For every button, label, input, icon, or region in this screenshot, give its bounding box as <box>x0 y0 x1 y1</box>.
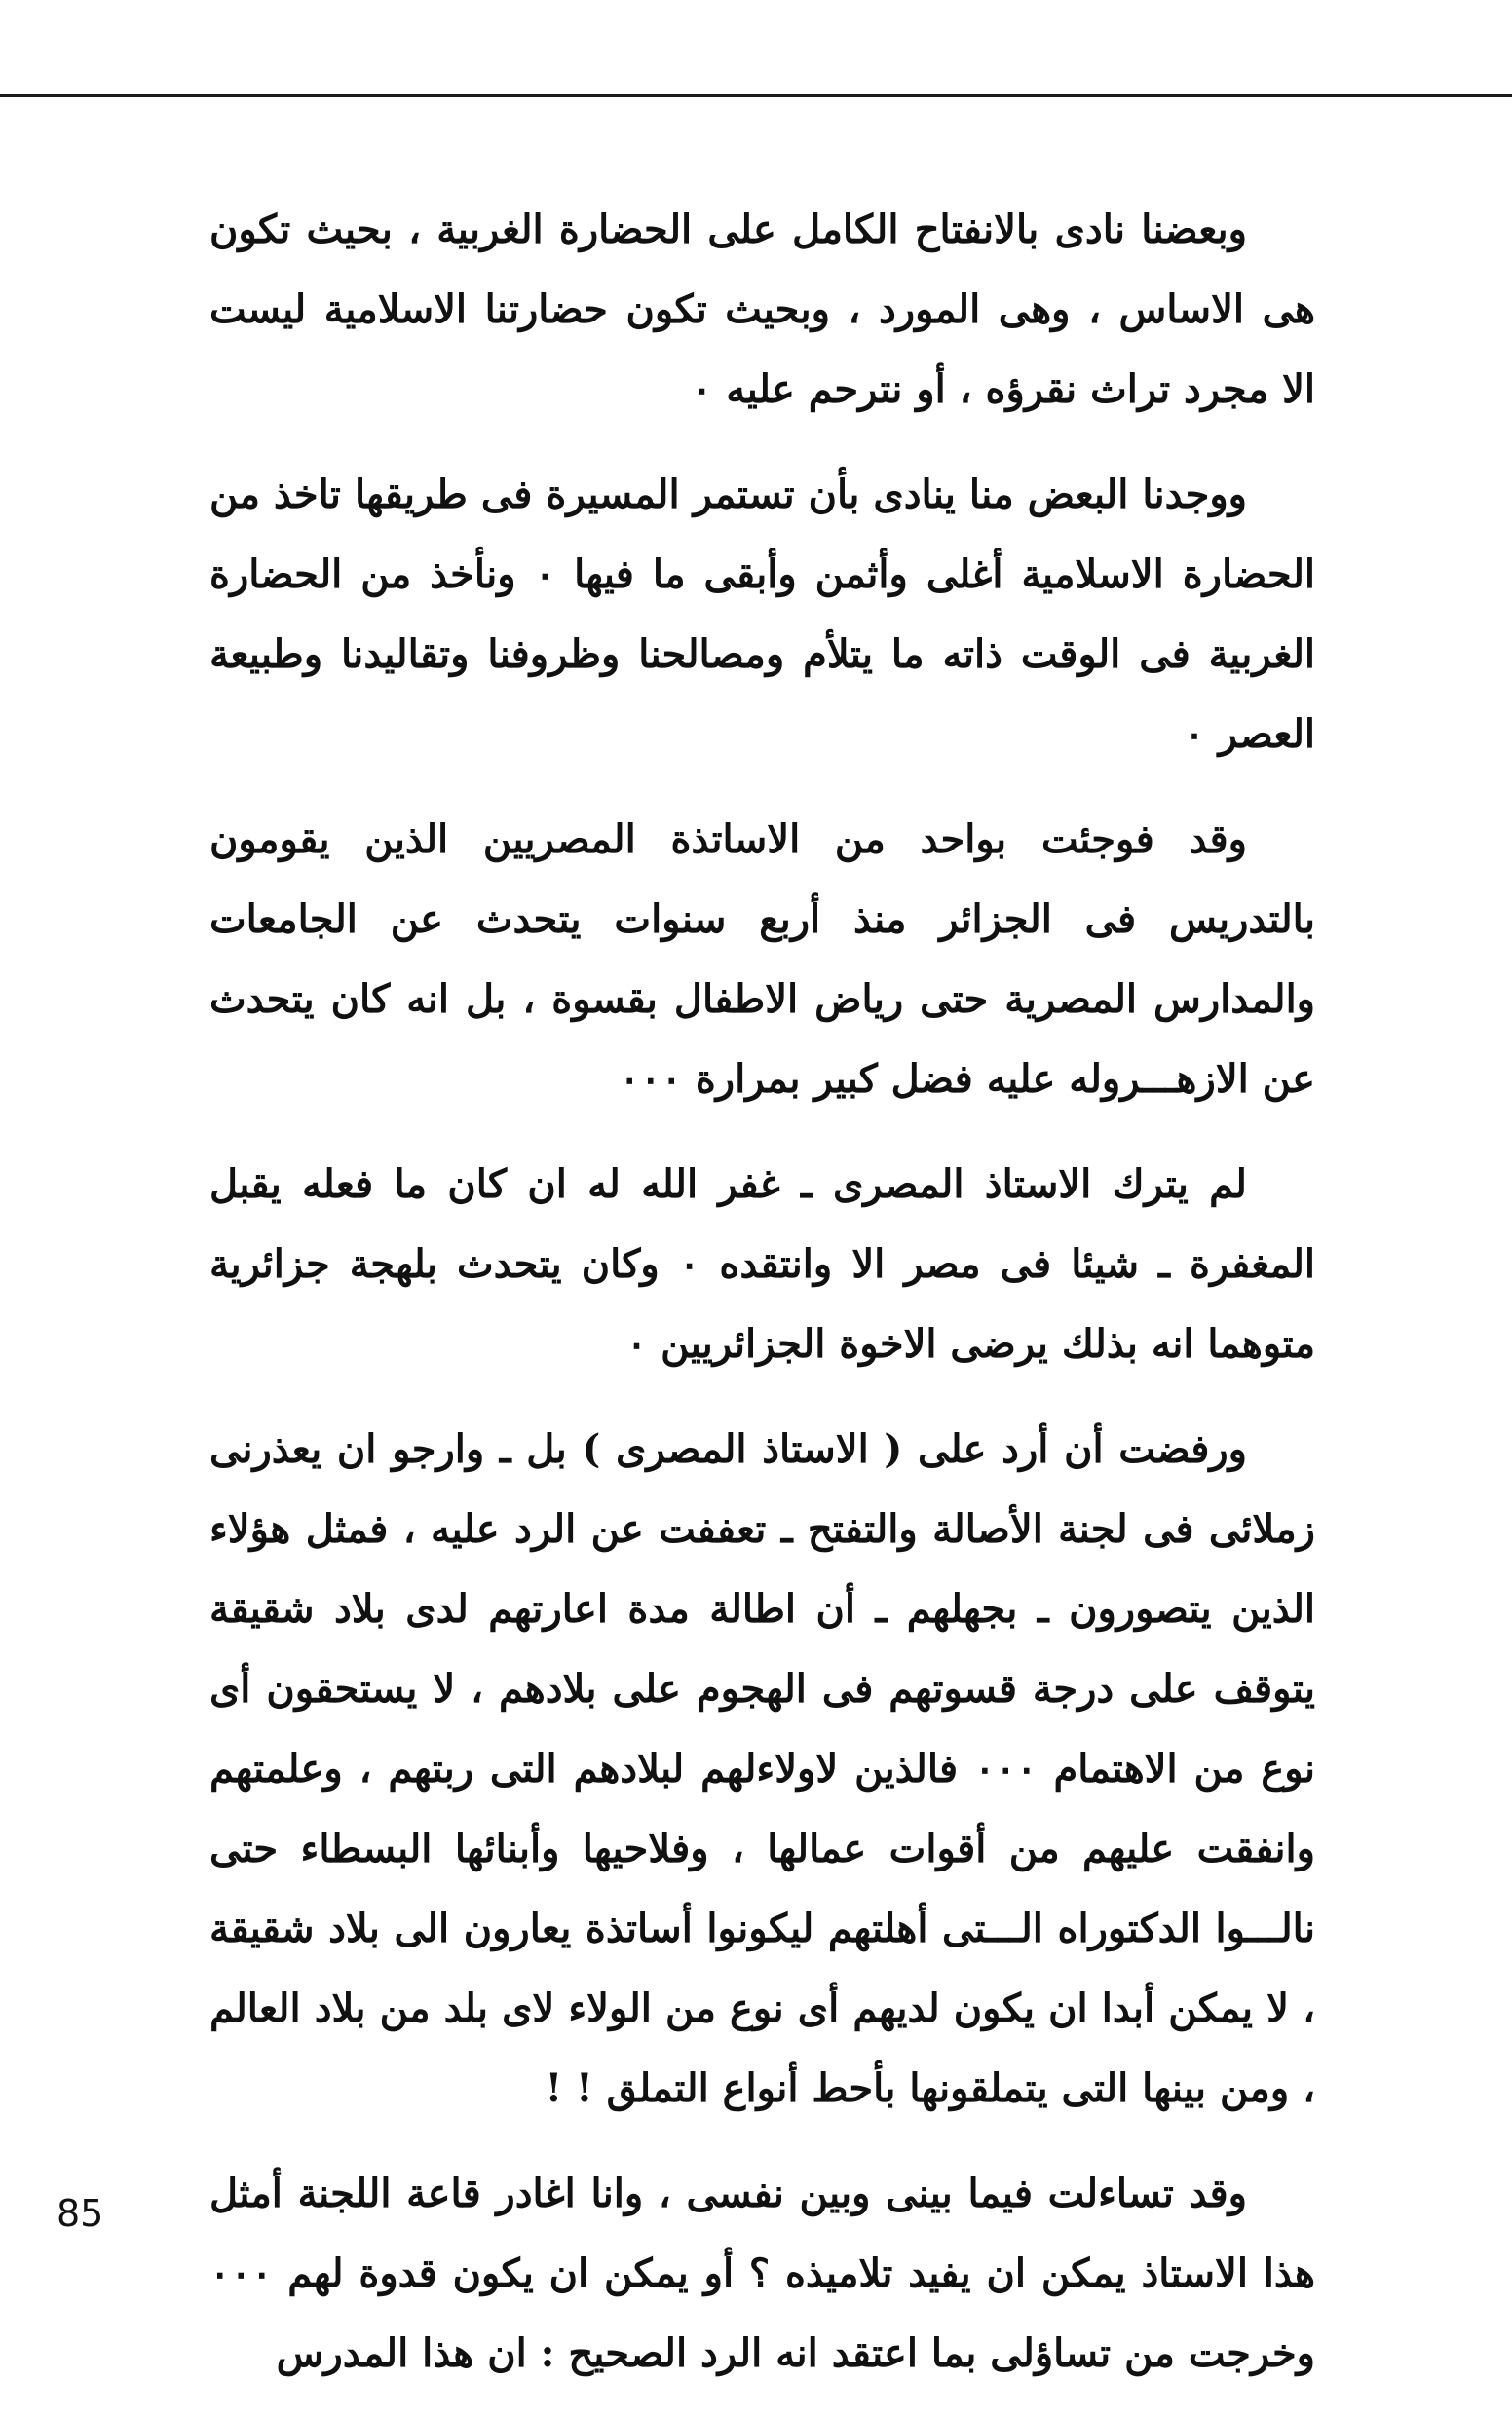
paragraph-4: لم يترك الاستاذ المصرى ـ غفر الله له ان كان ما فعله يقبل المغفرة ـ شيئا فى مصر الا وانتقده ٠ وكان يتحدث بلهجة جزائرية متوهما انه بذلك يرضى الاخوة الجزائريين ٠ <box>209 1161 1315 1367</box>
paragraph-1: وبعضنا نادى بالانفتاح الكامل على الحضارة الغربية ، بحيث تكون هى الاساس ، وهى المورد ، وبحيث تكون حضارتنا الاسلامية ليست الا مجرد تراث نقرؤه ، أو نترحم عليه ٠ <box>209 207 1315 412</box>
paragraph-5: ورفضت أن أرد على ( الاستاذ المصرى ) بل ـ وارجو ان يعذرنى زملائى فى لجنة الأصالة والتفتح ـ تعففت عن الرد عليه ، فمثل هؤلاء الذين يتصورون ـ بجهلهم ـ أن اطالة مدة اعارتهم لدى بلاد شقيقة يتوقف على درجة قسوتهم فى الهجوم على بلادهم ، لا يستحقون أى نوع من الاهتمام ٠٠٠ فالذين لاولاءلهم لبلادهم التى ربتهم ، وعلمتهم وانفقت عليهم من أقوات عمالها ، وفلاحيها وأبنائها البسطاء حتى نالـــوا الدكتوراه الـــتى أهلتهم ليكونوا أساتذة يعارون الى بلاد شقيقة ، لا يمكن أبدا ان يكون لديهم أى نوع من الولاء لاى بلد من بلاد العالم ، ومن بينها التى يتملقونها بأحط أنواع التملق ! ! <box>209 1426 1315 2111</box>
page-number: 85 <box>57 2192 104 2235</box>
paragraph-2: ووجدنا البعض منا ينادى بأن تستمر المسيرة فى طريقها تاخذ من الحضارة الاسلامية أغلى وأثمن وأبقى ما فيها ٠ ونأخذ من الحضارة الغربية فى الوقت ذاته ما يتلأم ومصالحنا وظروفنا وتقاليدنا وطبيعة العصر ٠ <box>209 472 1315 757</box>
header-rule <box>0 94 1512 97</box>
paragraph-6: وقد تساءلت فيما بينى وبين نفسى ، وانا اغادر قاعة اللجنة أمثل هذا الاستاذ يمكن ان يفيد تلاميذه ؟ أو يمكن ان يكون قدوة لهم ٠٠٠ وخرجت من تساؤلى بما اعتقد انه الرد الصحيح : ان هذا المدرس <box>209 2171 1315 2376</box>
body-text <box>209 190 1315 2419</box>
paragraph-3: وقد فوجئت بواحد من الاساتذة المصريين الذين يقومون بالتدريس فى الجزائر منذ أربع سنوات يتحدث عن الجامعات والمدارس المصرية حتى رياض الاطفال بقسوة ، بل انه كان يتحدث عن الازهـــروله عليه فضل كبير بمرارة ٠٠٠ <box>209 816 1315 1102</box>
